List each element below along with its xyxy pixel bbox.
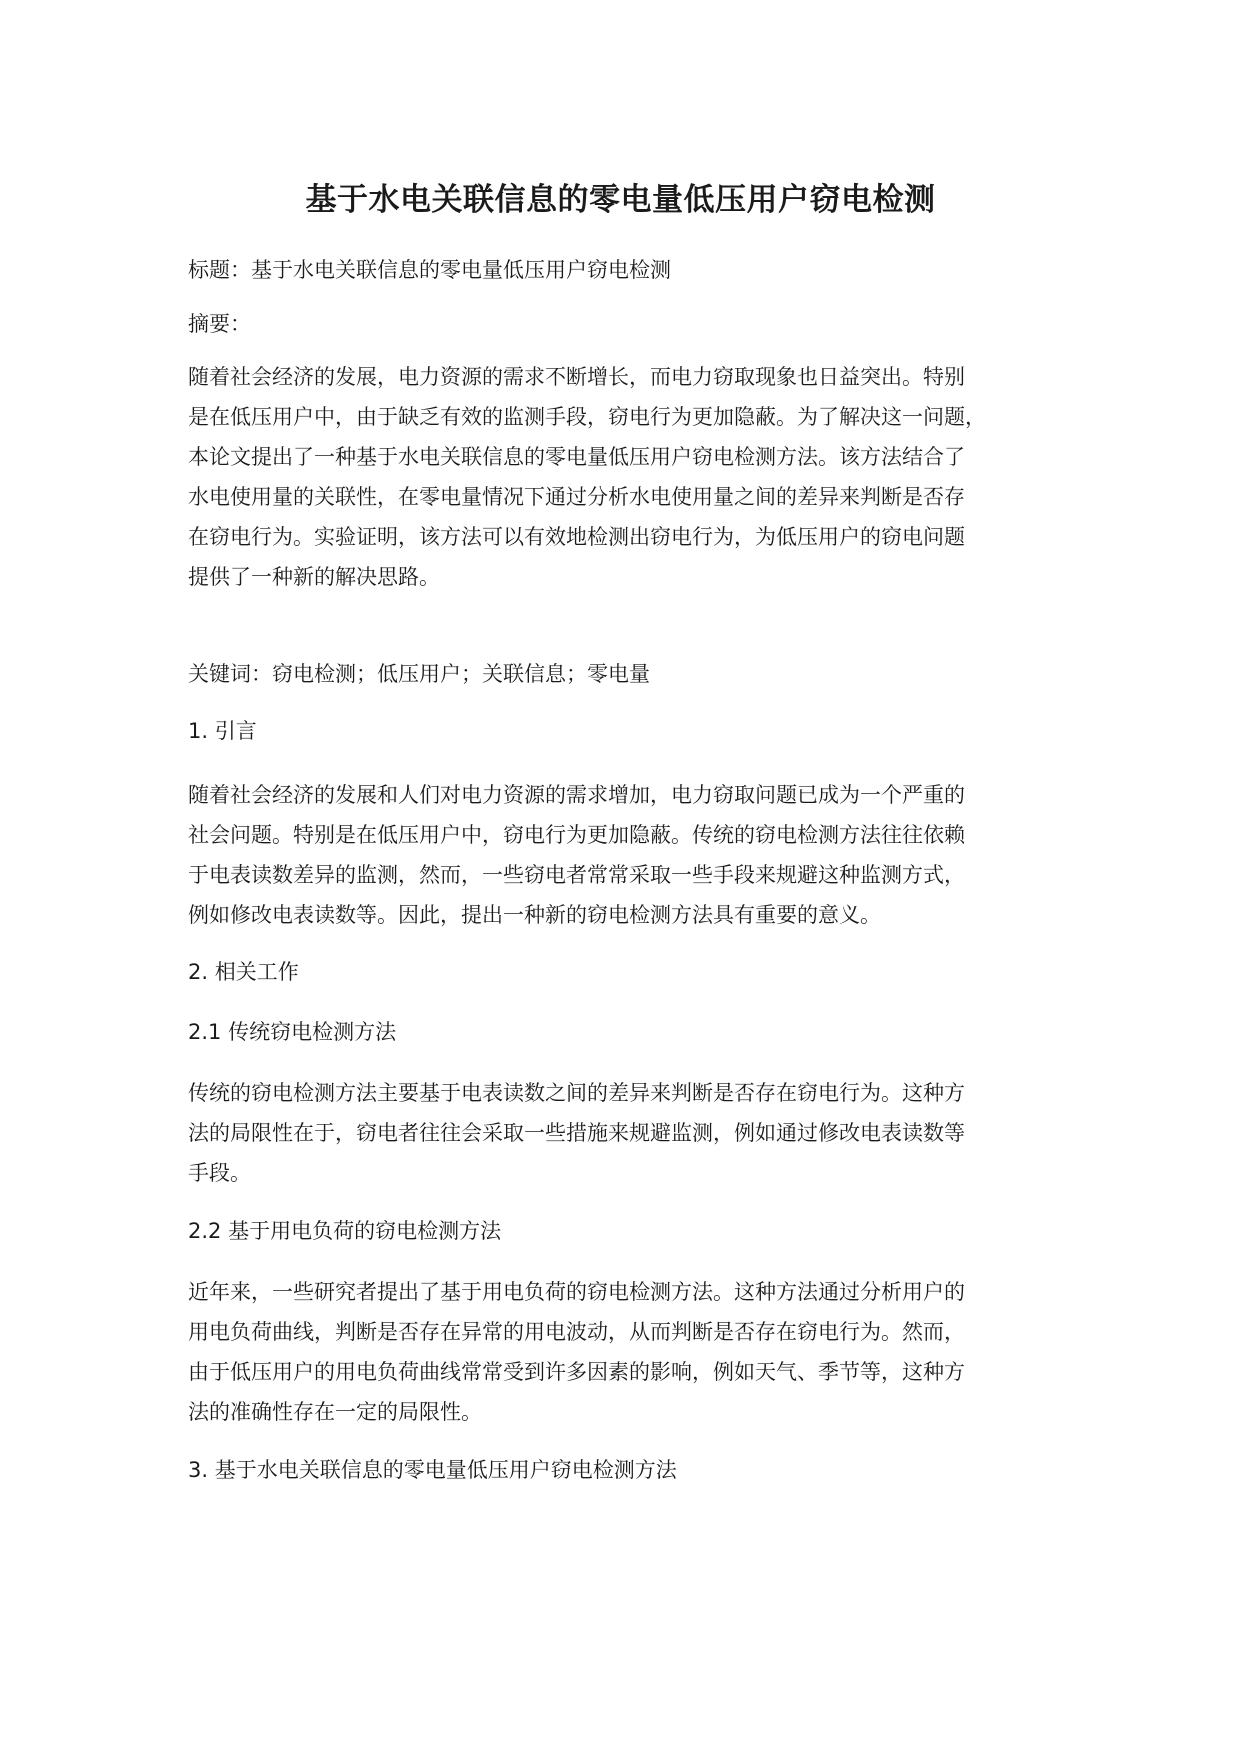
abstract-line: 本论文提出了一种基于水电关联信息的零电量低压用户窃电检测方法。该方法结合了 bbox=[188, 445, 965, 469]
section2-1-line: 法的局限性在于，窃电者往往会采取一些措施来规避监测，例如通过修改电表读数等 bbox=[188, 1121, 965, 1145]
keywords-line: 关键词：窃电检测；低压用户；关联信息；零电量 bbox=[188, 662, 650, 686]
abstract-line: 水电使用量的关联性，在零电量情况下通过分析水电使用量之间的差异来判断是否存 bbox=[188, 485, 965, 509]
section3-heading: 3. 基于水电关联信息的零电量低压用户窃电检测方法 bbox=[188, 1458, 677, 1482]
section2-2-heading: 2.2 基于用电负荷的窃电检测方法 bbox=[188, 1219, 502, 1243]
abstract-line: 随着社会经济的发展，电力资源的需求不断增长，而电力窃取现象也日益突出。特别 bbox=[188, 365, 965, 389]
section1-line: 社会问题。特别是在低压用户中，窃电行为更加隐蔽。传统的窃电检测方法往往依赖 bbox=[188, 823, 965, 847]
abstract-line: 在窃电行为。实验证明，该方法可以有效地检测出窃电行为，为低压用户的窃电问题 bbox=[188, 525, 965, 549]
abstract-heading: 摘要： bbox=[188, 312, 251, 336]
abstract-line: 提供了一种新的解决思路。 bbox=[188, 565, 440, 589]
section2-1-line: 手段。 bbox=[188, 1161, 251, 1185]
section2-1-heading: 2.1 传统窃电检测方法 bbox=[188, 1020, 397, 1044]
section2-2-paragraph bbox=[188, 1272, 1068, 1432]
section1-heading: 1. 引言 bbox=[188, 719, 257, 743]
section2-heading: 2. 相关工作 bbox=[188, 960, 299, 984]
document-title: 基于水电关联信息的零电量低压用户窃电检测 bbox=[305, 182, 936, 218]
section1-paragraph bbox=[188, 775, 1068, 935]
section2-1-paragraph bbox=[188, 1073, 1068, 1193]
title-line: 标题：基于水电关联信息的零电量低压用户窃电检测 bbox=[188, 258, 671, 282]
abstract-paragraph bbox=[188, 357, 1068, 597]
section1-line: 随着社会经济的发展和人们对电力资源的需求增加，电力窃取问题已成为一个严重的 bbox=[188, 783, 965, 807]
section2-2-line: 由于低压用户的用电负荷曲线常常受到许多因素的影响，例如天气、季节等，这种方 bbox=[188, 1360, 965, 1384]
section2-1-line: 传统的窃电检测方法主要基于电表读数之间的差异来判断是否存在窃电行为。这种方 bbox=[188, 1081, 965, 1105]
section2-2-line: 法的准确性存在一定的局限性。 bbox=[188, 1400, 482, 1424]
abstract-line: 是在低压用户中，由于缺乏有效的监测手段，窃电行为更加隐蔽。为了解决这一问题， bbox=[188, 405, 986, 429]
section2-2-line: 近年来，一些研究者提出了基于用电负荷的窃电检测方法。这种方法通过分析用户的 bbox=[188, 1280, 965, 1304]
section1-line: 于电表读数差异的监测，然而，一些窃电者常常采取一些手段来规避这种监测方式， bbox=[188, 863, 965, 887]
section2-2-line: 用电负荷曲线，判断是否存在异常的用电波动，从而判断是否存在窃电行为。然而， bbox=[188, 1320, 965, 1344]
section1-line: 例如修改电表读数等。因此，提出一种新的窃电检测方法具有重要的意义。 bbox=[188, 903, 881, 927]
